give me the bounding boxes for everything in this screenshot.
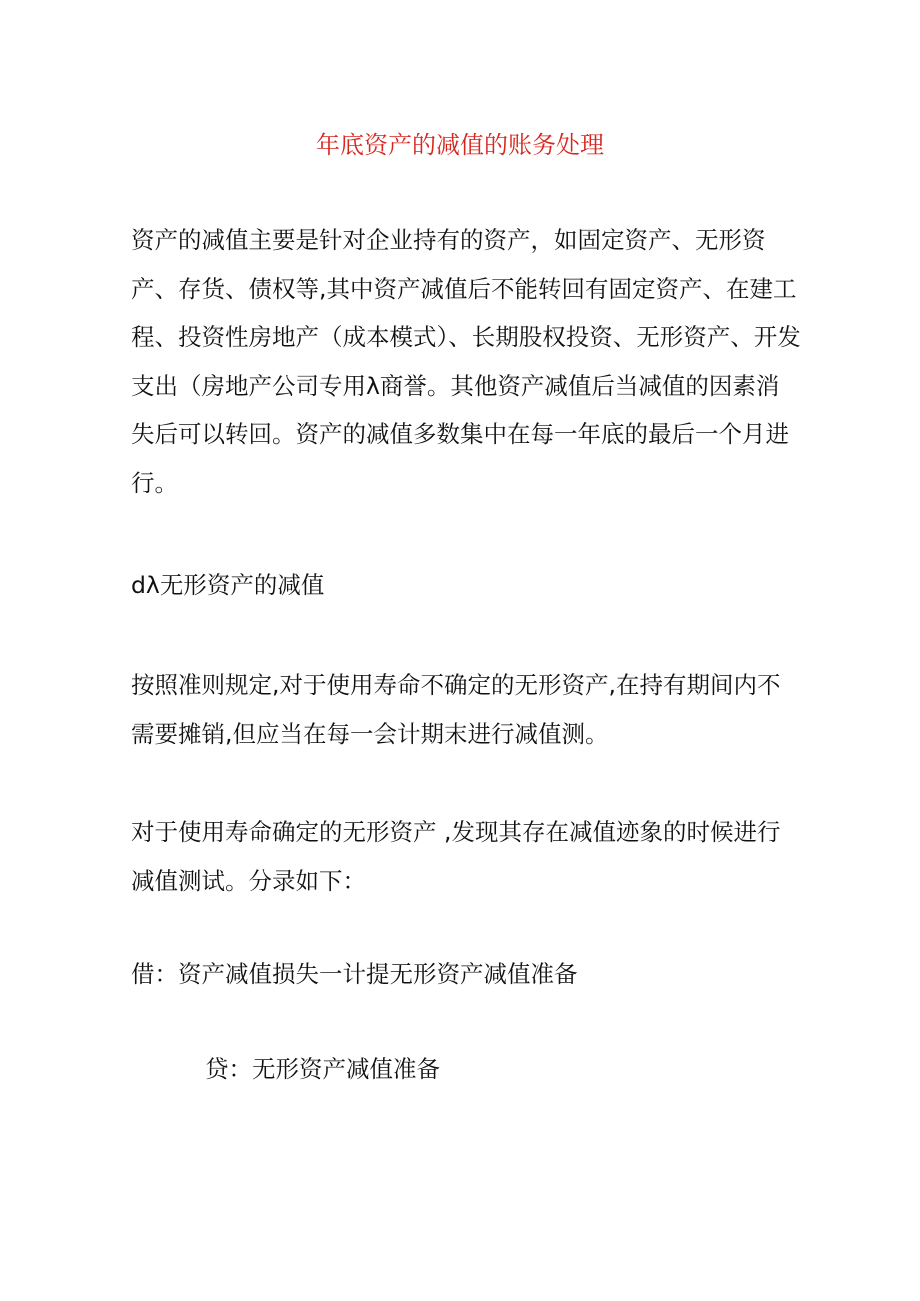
definite-life-paragraph: 对于使用寿命确定的无形资产 ,发现其存在减值迹象的时候进行减值测试。分录如下：	[131, 818, 781, 895]
credit-entry: 贷：无形资产减值准备	[205, 1055, 440, 1083]
indefinite-life-paragraph: 按照准则规定,对于使用寿命不确定的无形资产,在持有期间内不需要摊销,但应当在每一会计期末进行减值测。	[131, 671, 781, 748]
section-heading: dλ无形资产的减值	[131, 571, 325, 599]
debit-entry: 借：资产减值损失一计提无形资产减值准备	[131, 960, 578, 988]
document-title: 年底资产的减值的账务处理	[316, 131, 604, 159]
intro-paragraph: 资产的减值主要是针对企业持有的资产，如固定资产、无形资产、存货、债权等,其中资产减值后不能转回有固定资产、在建工程、投资性房地产（成本模式）、长期股权投资、无形资产、开发支出（房地产公司专用λ商誉。其他资产减值后当减值的因素消失后可以转回。资产的减值多数集中在每一年底的最后一个月进行。	[131, 226, 801, 497]
